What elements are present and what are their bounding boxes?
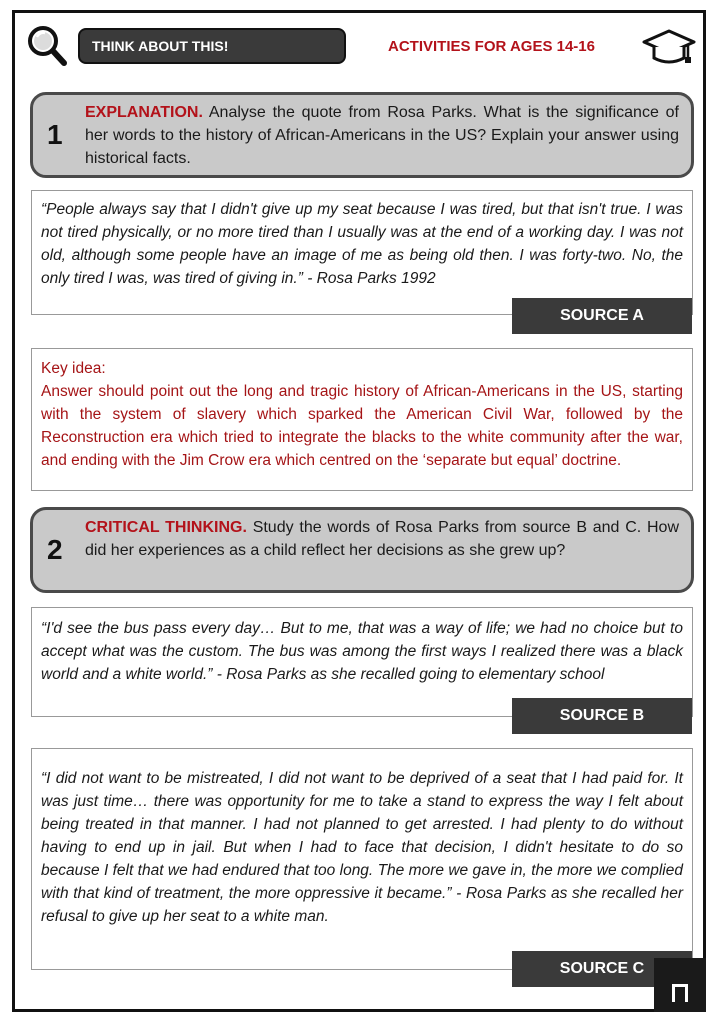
source-a-label: SOURCE A xyxy=(512,298,692,334)
question-body: Study the words of Rosa Parks from source B and C. How did her experiences as a child reflect her decisions as she grew up? xyxy=(85,519,680,559)
page-number-tab-icon xyxy=(654,958,706,1012)
question-1-box xyxy=(30,92,694,178)
source-b-label: SOURCE B xyxy=(512,698,692,734)
key-idea-text xyxy=(41,357,683,472)
question-heading: CRITICAL THINKING. xyxy=(85,519,247,536)
source-a-quote: “People always say that I didn't give up my seat because I was tired, but that isn't true. I was not tired physically, or no more tired than I usually was at the end of a working day. I was not old, although some people have an image of me as being old then. I was forty-two. No, the only tired I was, was tired of giving in.” - Rosa Parks 1992 xyxy=(41,201,683,287)
question-text xyxy=(85,516,679,562)
key-idea-answer: Answer should point out the long and tragic history of African-Americans in the US, starting with the system of slavery which sparked the American Civil War, followed by the Reconstruction era which tried to integrate the blacks to the white community after the war, and ending with the Jim Crow era which centred on the ‘separate but equal’ doctrine. xyxy=(41,383,683,469)
question-text xyxy=(85,101,679,170)
question-heading: EXPLANATION. xyxy=(85,104,203,121)
question-number: 2 xyxy=(47,534,63,565)
graduation-cap-icon xyxy=(642,28,696,68)
source-c-quote: “I did not want to be mistreated, I did not want to be deprived of a seat that I had paid for. It was just time… there was opportunity for me to take a stand to express the way I felt about being treated in that manner. I had not planned to get arrested. I had plenty to do without having to end up in jail. But when I had to face that decision, I didn't hesitate to do so because I felt that we had endured that too long. The more we gave in, the more we complied with that kind of treatment, the more oppressive it became.” - Rosa Parks as she recalled her refusal to give up her seat to a white man. xyxy=(41,770,683,925)
source-a-box xyxy=(31,190,693,315)
key-idea-box xyxy=(31,348,693,491)
key-idea-title: Key idea: xyxy=(41,360,106,377)
magnifier-icon xyxy=(26,24,68,68)
think-about-this-label: THINK ABOUT THIS! xyxy=(78,28,346,64)
question-number: 1 xyxy=(47,119,63,150)
source-c-box xyxy=(31,748,693,970)
source-b-quote: “I'd see the bus pass every day… But to me, that was a way of life; we had no choice but to accept what was the custom. The bus was among the first ways I realized there was a black world and a white world.” - Rosa Parks as she recalled going to elementary school xyxy=(41,620,683,683)
question-2-box xyxy=(30,507,694,593)
source-c-label: SOURCE C xyxy=(512,951,692,987)
activities-age-label: ACTIVITIES FOR AGES 14-16 xyxy=(388,38,595,55)
question-body: Analyse the quote from Rosa Parks. What is the significance of her words to the history of African-Americans in the US? Explain your answer using historical facts. xyxy=(85,104,679,167)
